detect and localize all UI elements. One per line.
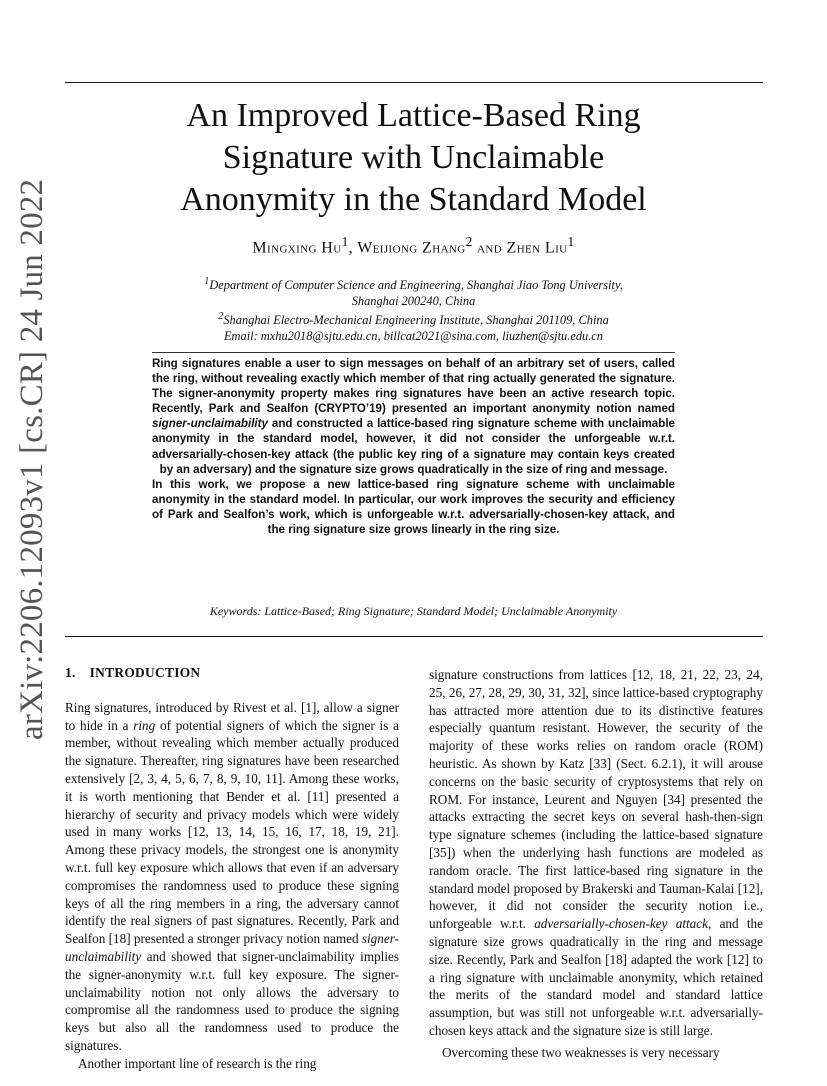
- section-title: INTRODUCTION: [89, 665, 201, 680]
- author-2: Weijiong Zhang: [357, 239, 466, 257]
- author-emails: Email: mxhu2018@sjtu.edu.cn, billcat2021@sina.com, liuzhen@sjtu.edu.cn: [223, 329, 604, 344]
- title-line-1: An Improved Lattice-Based Ring: [186, 97, 641, 134]
- section-heading: [65, 664, 399, 682]
- abstract-rule: [152, 352, 675, 353]
- author-separator: and: [472, 239, 507, 257]
- section-number: 1.: [65, 665, 76, 680]
- author-1-affil-mark: 1: [341, 234, 349, 249]
- abstract-paragraph-2: In this work, we propose a new lattice-based ring signature scheme with unclaimable anonymity in the standard model. In particular, our work improves the security and efficiency of Park and Sealfon’s work, which is unforgeable w.r.t. adversarially-chosen-key attack, and the ring signature size grows linearly in the ring size.: [152, 477, 675, 537]
- author-list: [100, 234, 727, 257]
- paper-title: [100, 95, 727, 221]
- intro-paragraph-continued: signature constructions from lattices [12, 18, 21, 22, 23, 24, 25, 26, 27, 28, 29, 30, 31, 32], since lattice-based cryptography has attracted more attention due to its distinctive features especially quantum resistant. However, the security of the majority of these works relies on random oracle (ROM) heuristic. As shown by Katz [33] (Sect. 6.2.1), it will arouse concerns on the basic security of cryptosystems that rely on ROM. For instance, Leurent and Nguyen [34] presented the attacks extracting the secret keys on several hash-then-sign type signature schemes (including the lattice-based signature [35]) when the underlying hash functions are modeled as random oracle. The first lattice-based ring signature in the standard model proposed by Brakerski and Tauman-Kalai [12], however, it did not consider the security notion i.e., unforgeable w.r.t. adversarially-chosen-key attack, and the signature size grows quadratically in the ring and message size. Recently, Park and Sealfon [18] adapted the work [12] to a ring signature with unclaimable anonymity, which retained the merits of the standard model and standard lattice assumption, but was still not unforgeable w.r.t. adversarially-chosen keys attack and the signature size is still large.: [429, 667, 763, 1038]
- author-1: Mingxing Hu: [252, 239, 342, 257]
- affiliation-1: $^1$Department of Computer Science and Engineering, Shanghai Jiao Tong University,: [204, 276, 623, 293]
- affiliations: [90, 274, 737, 344]
- author-separator: ,: [348, 239, 358, 257]
- title-line-3: Anonymity in the Standard Model: [180, 181, 647, 218]
- author-3: Zhen Liu: [506, 239, 568, 257]
- intro-paragraph-2: Another important line of research is the ring: [78, 1055, 317, 1071]
- author-2-affil-mark: 2: [465, 234, 473, 249]
- abstract: [152, 356, 675, 537]
- affiliation-1-city: Shanghai 200240, China: [351, 294, 476, 309]
- keywords: Keywords: Lattice-Based; Ring Signature; Standard Model; Unclaimable Anonymity: [209, 604, 618, 618]
- title-line-2: Signature with Unclaimable: [222, 139, 605, 176]
- intro-paragraph-3: Overcoming these two weaknesses is very necessary: [442, 1044, 720, 1060]
- right-column: [429, 666, 763, 1062]
- abstract-paragraph-1: Ring signatures enable a user to sign messages on behalf of an arbitrary set of users, called the ring, without revealing exactly which member of that ring actually generated the signature. The signer-anonymity property makes ring signatures have been an active research topic. Recently, Park and Sealfon (CRYPTO’19) presented an important anonymity notion named signer-unclaimability and constructed a lattice-based ring signature scheme with unclaimable anonymity in the standard model, however, it did not consider the unforgeable w.r.t. adversarially-chosen-key attack (the public key ring of a signature may contain keys created by an adversary) and the signature size grows quadratically in the size of ring and message.: [152, 357, 675, 476]
- author-3-affil-mark: 1: [567, 234, 575, 249]
- intro-paragraph-1: Ring signatures, introduced by Rivest et al. [1], allow a signer to hide in a ring of potential signers of which the signer is a member, without revealing which member actually produced the signature. Thereafter, ring signatures have been researched extensively [2, 3, 4, 5, 6, 7, 8, 9, 10, 11]. Among these works, it is worth mentioning that Bender et al. [11] presented a hierarchy of security and privacy models which were widely used in many works [12, 13, 14, 15, 16, 17, 18, 19, 21]. Among these privacy models, the strongest one is anonymity w.r.t. full key exposure which allows that even if an adversary compromises the randomness used to produce these signing keys of all the ring members in a ring, the adversary cannot identify the real signers of past signatures. Recently, Park and Sealfon [18] presented a stronger privacy notion named signer-unclaimability and showed that signer-unclaimability implies the signer-anonymity w.r.t. full key exposure. The signer-unclaimability notion not only allows the adversary to compromise all the randomness used to produce the signing keys but also all the randomness used to produce the signatures.: [65, 699, 399, 1053]
- affiliation-2: $^2$Shanghai Electro-Mechanical Engineering Institute, Shanghai 201109, China: [218, 311, 609, 328]
- arxiv-sidebar-stamp: arXiv:2206.12093v1 [cs.CR] 24 Jun 2022: [14, 178, 50, 740]
- top-rule: [65, 82, 763, 83]
- section-rule: [65, 636, 763, 637]
- left-column: [65, 664, 399, 1073]
